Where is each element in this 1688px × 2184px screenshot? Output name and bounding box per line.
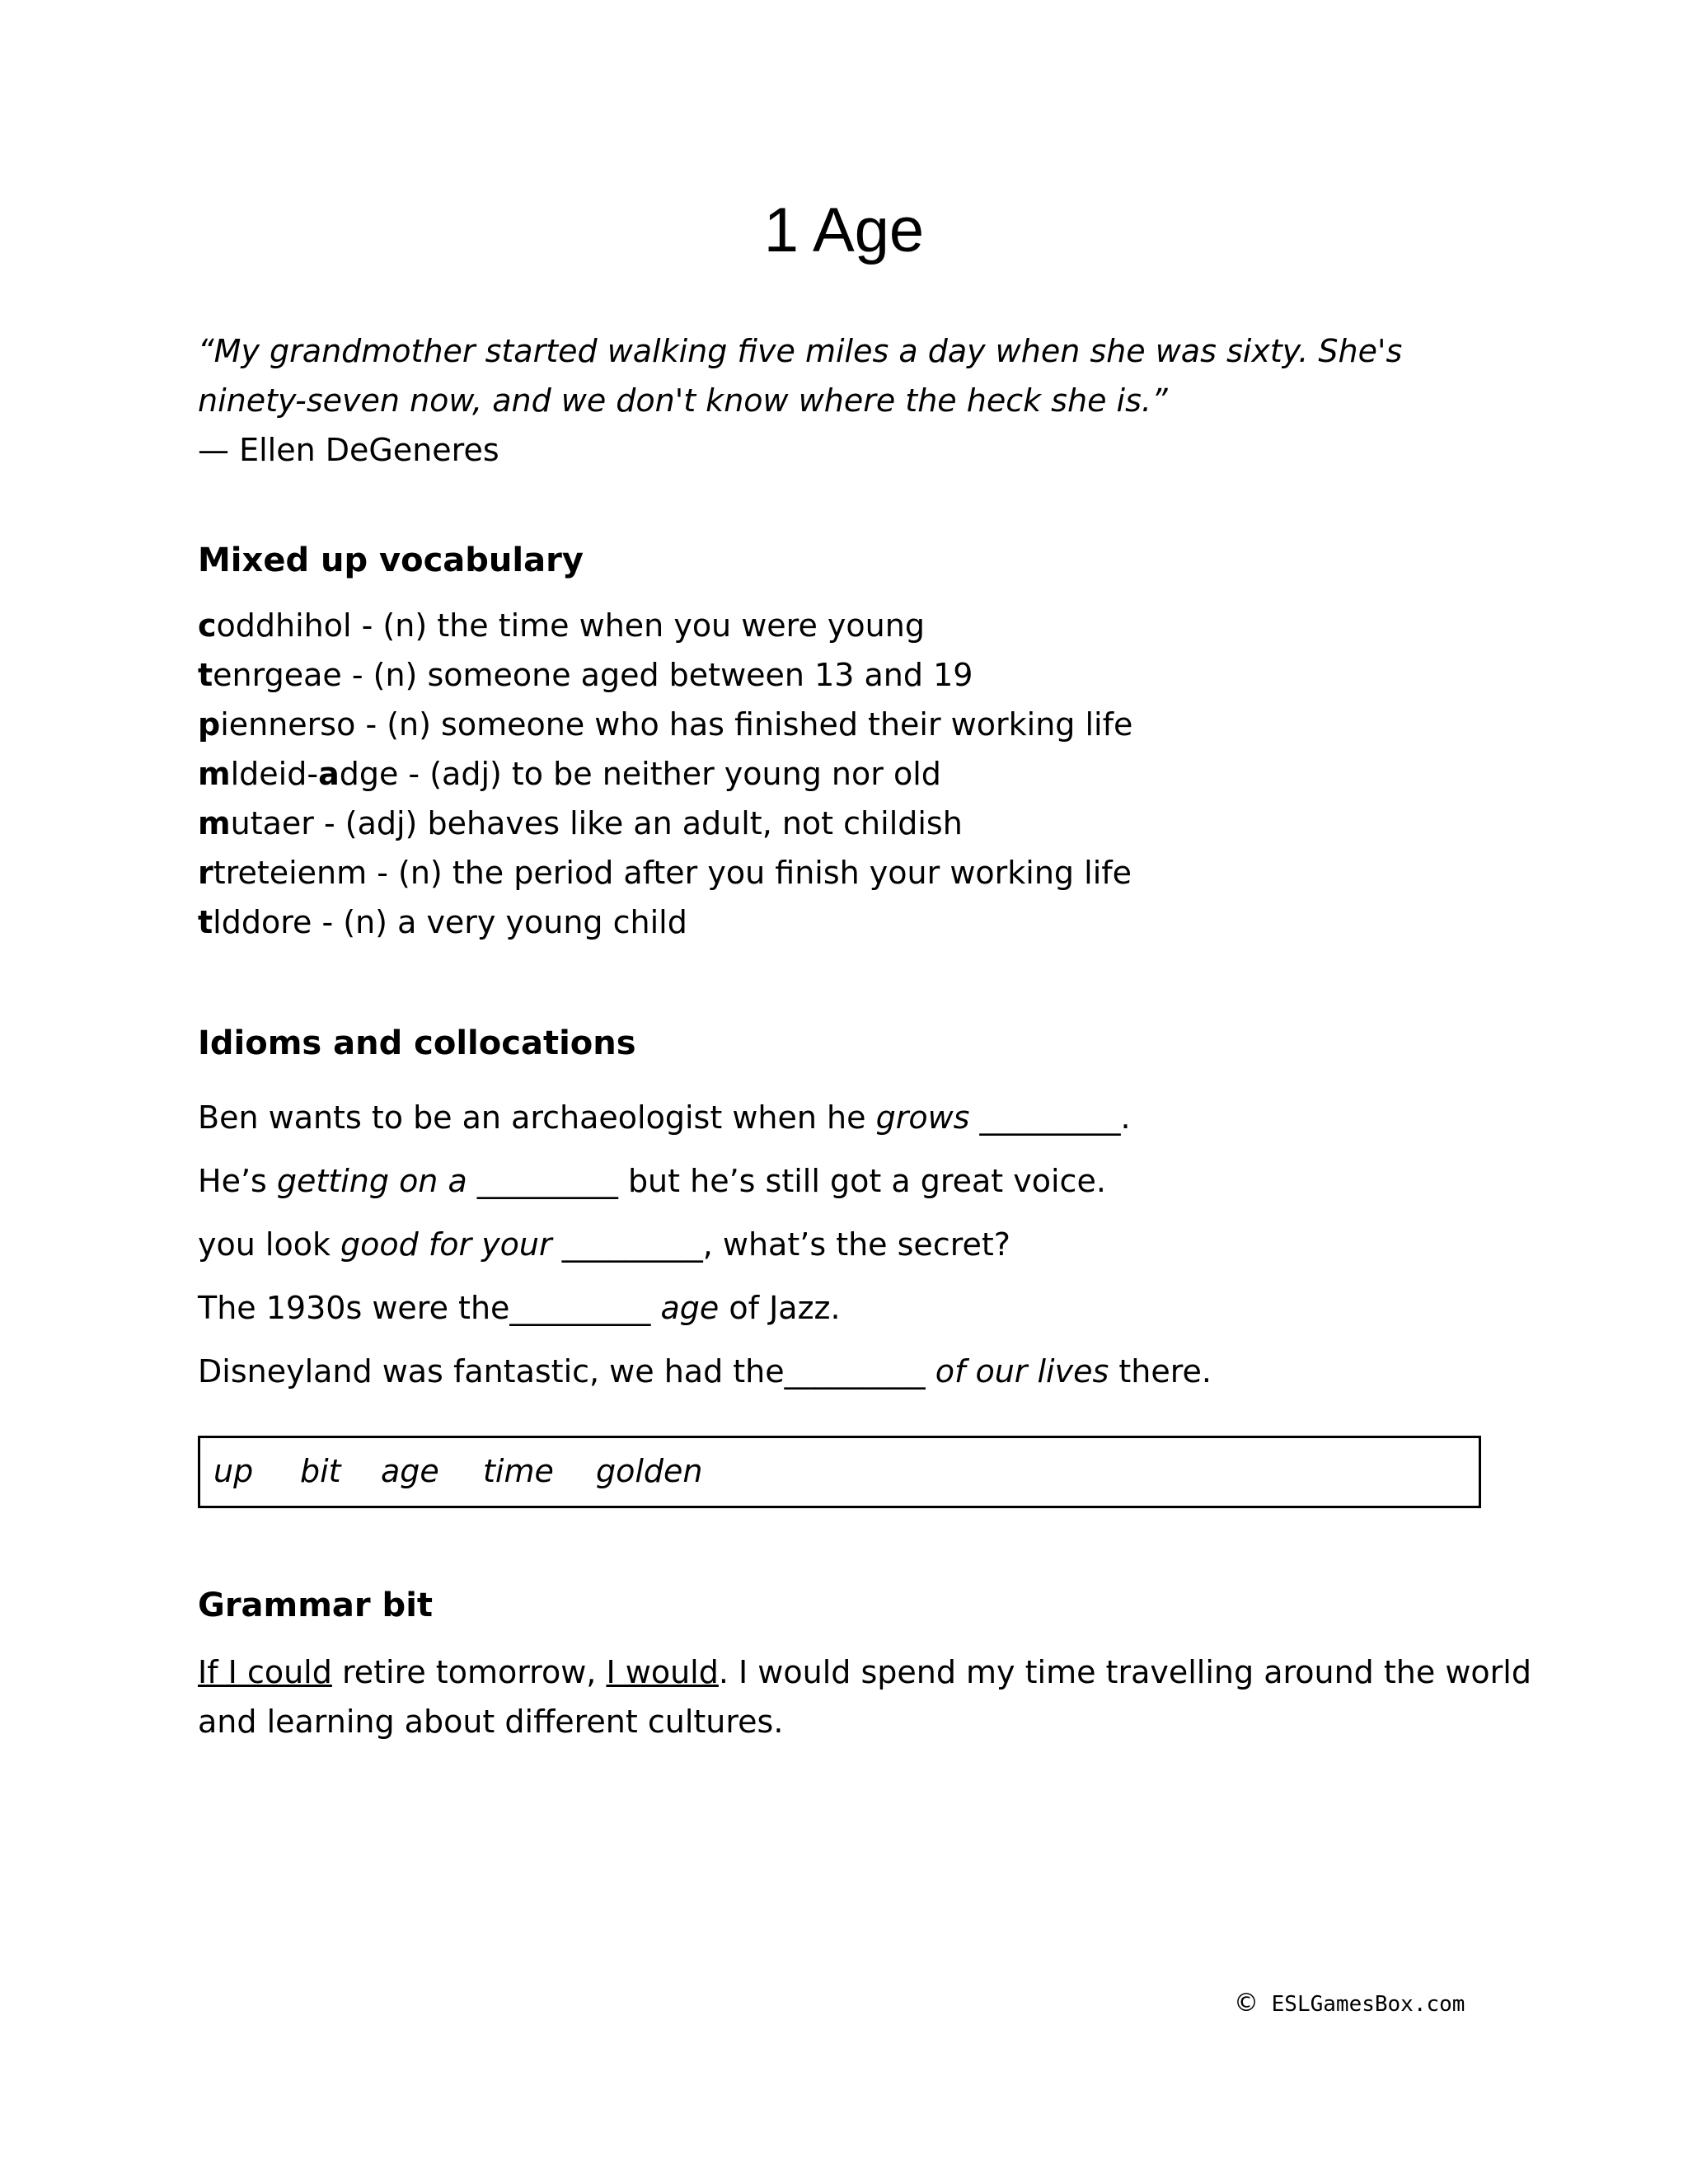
vocabulary-heading: Mixed up vocabulary bbox=[198, 541, 584, 579]
grammar-line-1: If I could retire tomorrow, I would. I would spend my time travelling around the world bbox=[198, 1654, 1531, 1690]
word-option: bit bbox=[300, 1453, 341, 1489]
vocab-item: mldeid-adge - (adj) to be neither young nor old bbox=[198, 756, 941, 792]
answer-blank: _________ bbox=[561, 1226, 703, 1263]
vocab-item: piennerso - (n) someone who has finished their working life bbox=[198, 706, 1133, 743]
copyright-text: ESLGamesBox.com bbox=[1259, 1992, 1465, 2017]
vocab-item: coddhihol - (n) the time when you were young bbox=[198, 607, 925, 644]
page-title: 1 Age bbox=[763, 195, 925, 265]
vocabulary-list bbox=[198, 601, 1132, 947]
word-option: up bbox=[213, 1453, 254, 1489]
vocab-item: tenrgeae - (n) someone aged between 13 and 19 bbox=[198, 657, 973, 693]
grammar-text bbox=[198, 1647, 1531, 1746]
idioms-list bbox=[198, 1086, 1212, 1404]
answer-blank: _________ bbox=[784, 1353, 926, 1390]
vocab-item: rtreteienm - (n) the period after you finish your working life bbox=[198, 855, 1132, 891]
idiom-sentence: Disneyland was fantastic, we had the_________ of our lives there. bbox=[198, 1353, 1212, 1390]
idioms-heading: Idioms and collocations bbox=[198, 1024, 636, 1062]
word-option: time bbox=[483, 1453, 554, 1489]
grammar-line-2: and learning about different cultures. bbox=[198, 1704, 784, 1740]
idiom-sentence: Ben wants to be an archaeologist when he grows _________. bbox=[198, 1099, 1131, 1136]
word-option: golden bbox=[596, 1453, 703, 1489]
word-box bbox=[198, 1436, 1481, 1508]
grammar-heading: Grammar bit bbox=[198, 1586, 434, 1624]
answer-blank: _________ bbox=[509, 1290, 651, 1326]
idiom-sentence: you look good for your _________, what’s the secret? bbox=[198, 1226, 1010, 1263]
vocab-item: mutaer - (adj) behaves like an adult, not childish bbox=[198, 805, 963, 841]
quote-block bbox=[198, 326, 1402, 475]
quote-line-1: “My grandmother started walking five miles a day when she was sixty. She's bbox=[198, 333, 1403, 369]
vocab-item: tlddore - (n) a very young child bbox=[198, 904, 687, 940]
idiom-sentence: The 1930s were the_________ age of Jazz. bbox=[198, 1290, 841, 1326]
idiom-sentence: He’s getting on a _________ but he’s still got a great voice. bbox=[198, 1163, 1106, 1199]
copyright-icon: © bbox=[1234, 1989, 1259, 2018]
word-option: age bbox=[381, 1453, 439, 1489]
answer-blank: _________ bbox=[476, 1163, 618, 1199]
copyright-footer bbox=[1234, 1989, 1465, 2018]
answer-blank: _________ bbox=[979, 1099, 1121, 1136]
quote-author: — Ellen DeGeneres bbox=[198, 432, 499, 468]
quote-line-2: ninety-seven now, and we don't know where the heck she is.” bbox=[198, 382, 1168, 419]
